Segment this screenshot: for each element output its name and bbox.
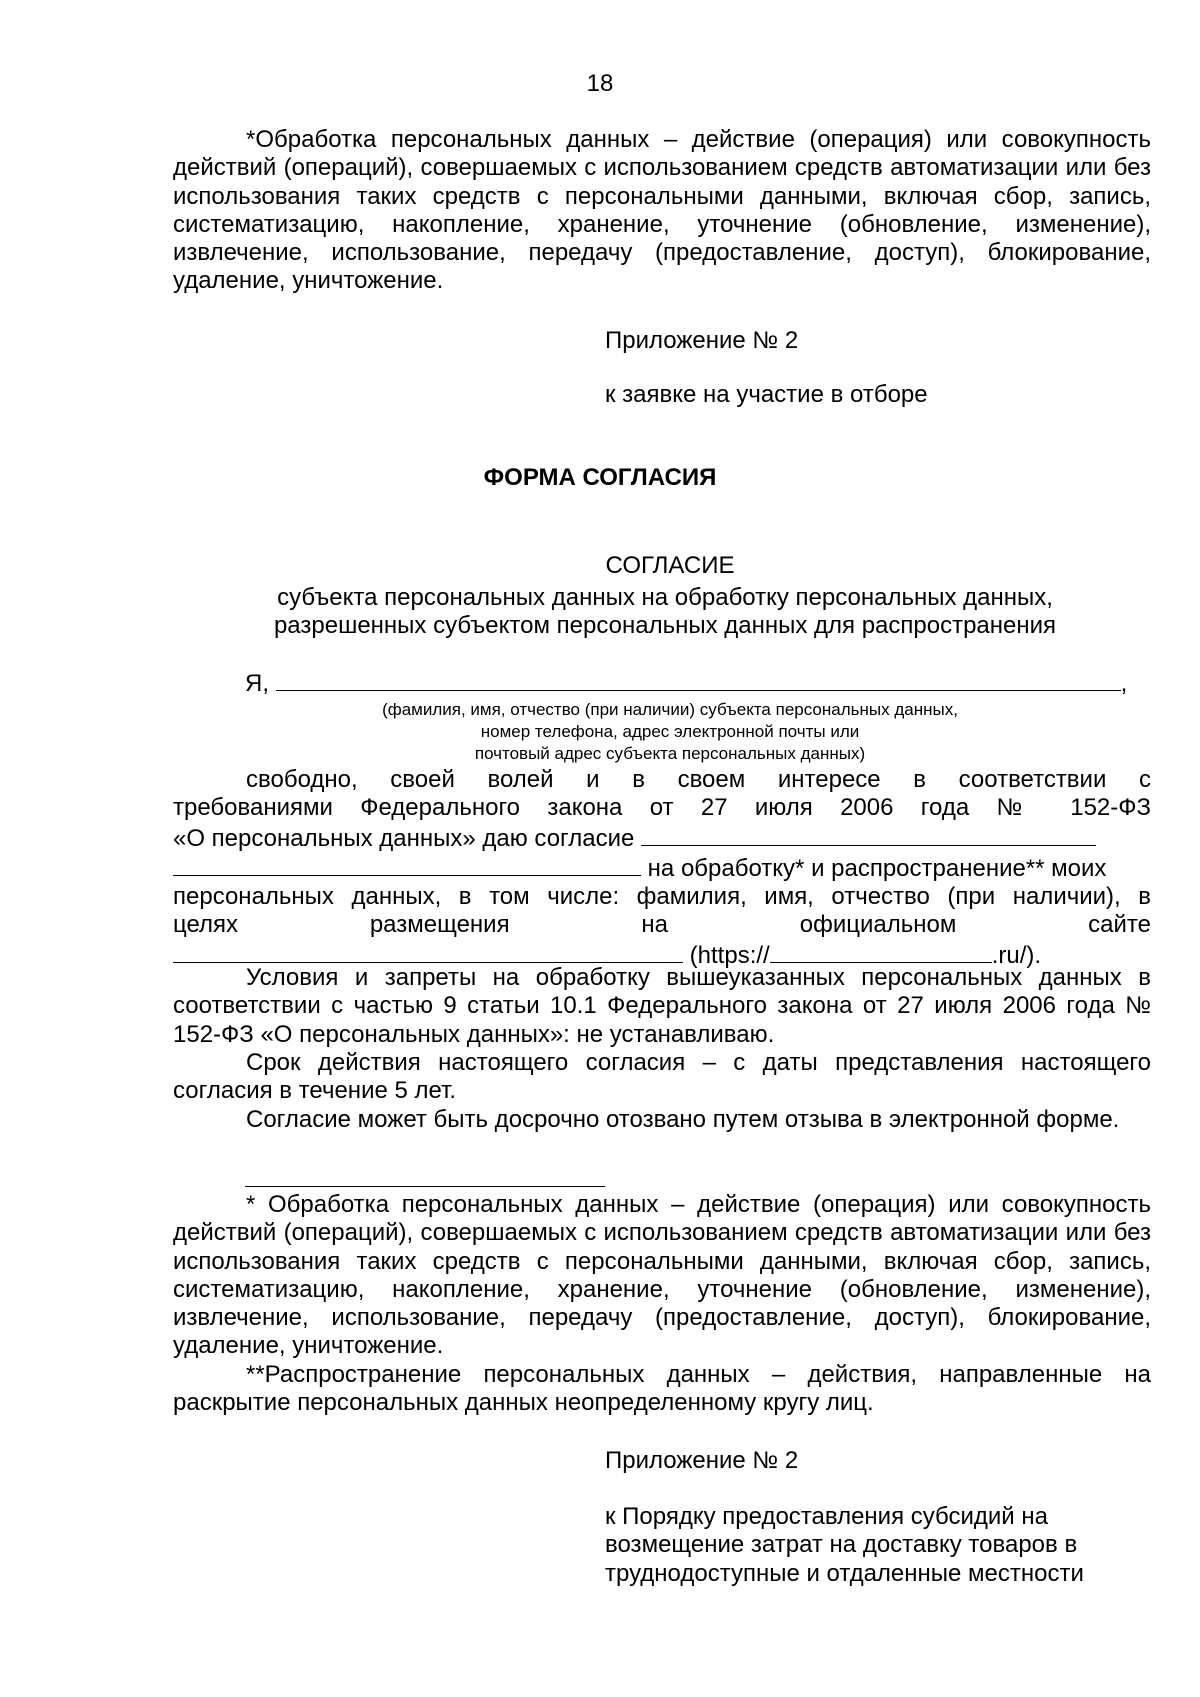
footnote-1: * Обработка персональных данных – действие (операция) или совокупность действий (операций), совершаемых с использованием средств автоматизации или без использования таких средств с персональными данными, включая сбор, запись, систематизацию, накопление, хранение, уточнение (обновление, изменение), извлечение, использование, передачу (предоставление, доступ), блокирование, удаление, уничтожение. xyxy=(173,1191,1151,1360)
website-name-blank[interactable] xyxy=(173,940,683,963)
p1-line-3 xyxy=(173,823,1151,853)
appendix-1-title: Приложение № 2 xyxy=(605,327,799,354)
consent-paragraph-4: Согласие может быть досрочно отозвано путем отзыва в электронной форме. xyxy=(246,1106,1120,1133)
consent-paragraph-3: Срок действия настоящего согласия – с даты представления настоящего согласия в течение 5 лет. xyxy=(173,1049,1151,1105)
page-number: 18 xyxy=(586,70,614,97)
consent-subheading-1: субъекта персональных данных на обработку персональных данных, xyxy=(277,584,1053,611)
i-suffix: , xyxy=(1120,670,1128,697)
hint-line-3: почтовый адрес субъекта персональных данных) xyxy=(474,744,866,763)
appendix-2-line-3: труднодоступные и отдаленные местности xyxy=(605,1559,1084,1587)
footnote-separator xyxy=(245,1186,605,1187)
i-prefix: Я, xyxy=(245,670,269,697)
footnote-top: *Обработка персональных данных – действие (операция) или совокупность действий (операций), совершаемых с использованием средств автоматизации или без использования таких средств с персональными данными, включая сбор, запись, систематизацию, накопление, хранение, уточнение (обновление, изменение), извлечение, использование, передачу (предоставление, доступ), блокирование, удаление, уничтожение. xyxy=(173,126,1151,295)
p1-line-6: целях размещения на официальном сайте xyxy=(173,911,1151,939)
name-hint xyxy=(300,699,1040,765)
p1-line-2: требованиями Федерального закона от 27 июля 2006 года № 152-ФЗ xyxy=(173,794,1151,822)
website-domain-blank[interactable] xyxy=(770,940,992,963)
consent-heading: СОГЛАСИЕ xyxy=(605,552,735,579)
footnote-2: **Распространение персональных данных – действия, направленные на раскрытие персональных данных неопределенному кругу лиц. xyxy=(173,1361,1151,1417)
hint-line-2: номер телефона, адрес электронной почты или xyxy=(480,722,860,741)
appendix-2-text xyxy=(605,1503,1151,1588)
appendix-1-subtitle: к заявке на участие в отборе xyxy=(605,381,928,408)
p1-line-7-a: (https:// xyxy=(689,941,770,969)
consent-paragraph-1 xyxy=(173,766,1151,970)
name-line xyxy=(245,668,1145,698)
form-title: ФОРМА СОГЛАСИЯ xyxy=(483,464,717,491)
p1-line-3-text: «О персональных данных» даю согласие xyxy=(173,824,635,852)
p1-line-4-text: на обработку* и распространение** моих xyxy=(647,854,1107,882)
consent-subheading-2: разрешенных субъектом персональных данных для распространения xyxy=(273,612,1057,639)
p1-line-1: свободно, своей волей и в своем интересе в соответствии с xyxy=(246,766,1151,793)
appendix-2-line-2: возмещение затрат на доставку товаров в xyxy=(605,1531,1078,1559)
appendix-2-line-1: к Порядку предоставления субсидий на xyxy=(605,1503,1048,1530)
consent-operator-blank-2[interactable] xyxy=(173,853,641,876)
appendix-2-title: Приложение № 2 xyxy=(605,1447,799,1474)
p1-line-7-b: .ru/). xyxy=(991,941,1042,969)
name-blank[interactable] xyxy=(276,668,1121,691)
consent-operator-blank-1[interactable] xyxy=(641,823,1096,846)
p1-line-4 xyxy=(173,853,1151,883)
hint-line-1: (фамилия, имя, отчество (при наличии) субъекта персональных данных, xyxy=(382,700,958,719)
p1-line-5: персональных данных, в том числе: фамилия, имя, отчество (при наличии), в xyxy=(173,883,1151,911)
consent-paragraph-2: Условия и запреты на обработку вышеуказанных персональных данных в соответствии с частью 9 статьи 10.1 Федерального закона от 27 июля 2006 года № 152-ФЗ «О персональных данных»: не устанавливаю. xyxy=(173,964,1151,1048)
